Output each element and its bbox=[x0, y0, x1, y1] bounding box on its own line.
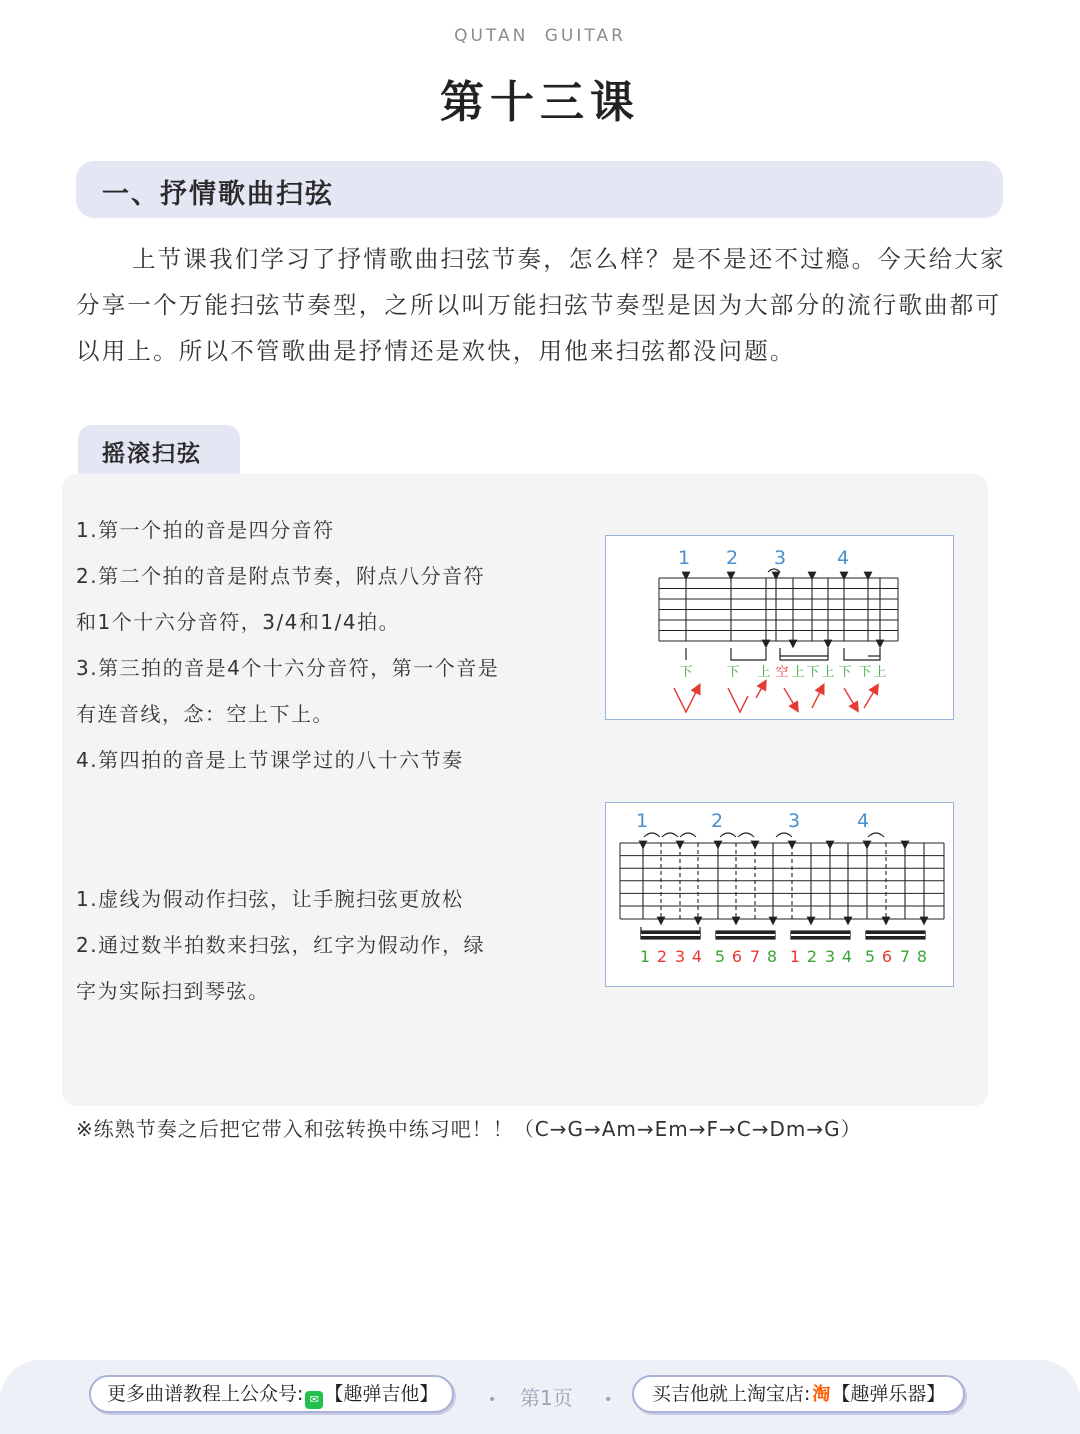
count-label: 4 bbox=[841, 947, 853, 966]
stroke-label: 上 bbox=[757, 665, 771, 680]
wechat-pill[interactable] bbox=[89, 1375, 454, 1413]
count-label: 1 bbox=[639, 947, 651, 966]
stroke-label: 空 bbox=[775, 665, 789, 680]
footer-bar bbox=[0, 1360, 1080, 1434]
lesson-title: 第十三课 bbox=[440, 77, 640, 128]
count-label: 3 bbox=[824, 947, 836, 966]
count-label: 5 bbox=[864, 947, 876, 966]
intro-paragraph: 上节课我们学习了抒情歌曲扫弦节奏，怎么样？是不是还不过瘾。今天给大家分享一个万能扫弦节奏型，之所以叫万能扫弦节奏型是因为大部分的流行歌曲都可以用上。所以不管歌曲是抒情还是欢快，用他来扫弦都没问题。 bbox=[76, 245, 1006, 365]
section-header bbox=[76, 161, 1003, 218]
taobao-pill-prefix: 买吉他就上淘宝店: bbox=[652, 1383, 811, 1405]
brand-label: QUTAN GUITAR bbox=[454, 26, 626, 46]
beat-label: 3 bbox=[787, 810, 801, 832]
count-label: 5 bbox=[714, 947, 726, 966]
count-label: 3 bbox=[674, 947, 686, 966]
count-numbers bbox=[640, 947, 927, 966]
note-line: 3.第三拍的音是4个十六分音符，第一个音是 bbox=[76, 656, 500, 680]
stroke-label: 上 bbox=[873, 665, 887, 680]
note-line: 有连音线，念：空上下上。 bbox=[76, 702, 334, 726]
wechat-pill-name: 【趣弹吉他】 bbox=[324, 1383, 439, 1405]
separator-dot: • bbox=[488, 1392, 497, 1408]
practice-tip: ※练熟节奏之后把它带入和弦转换中练习吧！！（C→G→Am→Em→F→C→Dm→G） bbox=[76, 1117, 862, 1141]
strum-diagram-rhythm-svg bbox=[606, 536, 953, 719]
stroke-label: 上 bbox=[821, 665, 835, 680]
taobao-icon: 淘 bbox=[812, 1384, 831, 1405]
note-line: 2.第二个拍的音是附点节奏，附点八分音符 bbox=[76, 564, 486, 588]
count-label: 8 bbox=[916, 947, 928, 966]
page-number: 第1页 bbox=[520, 1386, 573, 1410]
note-line: 2.通过数半拍数来扫弦，红字为假动作，绿 bbox=[76, 933, 486, 957]
stroke-label: 下 bbox=[726, 665, 740, 680]
rock-strum-tab-label: 摇滚扫弦 bbox=[102, 441, 202, 467]
beat-label: 4 bbox=[856, 810, 870, 832]
beat-label: 3 bbox=[773, 547, 787, 569]
rock-strum-tab bbox=[78, 425, 240, 480]
beat-label: 2 bbox=[710, 810, 724, 832]
wrist-motion-arrows bbox=[674, 684, 876, 712]
beat-label: 2 bbox=[725, 547, 739, 569]
taobao-pill[interactable] bbox=[632, 1375, 965, 1413]
stroke-label: 下 bbox=[838, 665, 852, 680]
separator-dot: • bbox=[604, 1392, 613, 1408]
taobao-pill-name: 【趣弹乐器】 bbox=[831, 1383, 946, 1405]
beat-label: 4 bbox=[836, 547, 850, 569]
beat-label: 1 bbox=[635, 810, 649, 832]
wechat-icon: ✉ bbox=[305, 1391, 323, 1409]
count-label: 6 bbox=[881, 947, 893, 966]
count-label: 1 bbox=[789, 947, 801, 966]
beat-label: 1 bbox=[677, 547, 691, 569]
stroke-label: 下 bbox=[806, 665, 820, 680]
stroke-label: 下 bbox=[679, 665, 693, 680]
stroke-label: 上 bbox=[791, 665, 805, 680]
note-line: 1.第一个拍的音是四分音符 bbox=[76, 518, 335, 542]
strum-diagram-rhythm bbox=[605, 535, 954, 720]
note-line: 1.虚线为假动作扫弦，让手腕扫弦更放松 bbox=[76, 887, 464, 911]
count-label: 6 bbox=[731, 947, 743, 966]
count-label: 7 bbox=[749, 947, 761, 966]
note-line: 字为实际扫到琴弦。 bbox=[76, 979, 270, 1003]
strum-diagram-counting-svg bbox=[606, 803, 953, 986]
count-label: 4 bbox=[691, 947, 703, 966]
strum-diagram-counting bbox=[605, 802, 954, 987]
count-label: 2 bbox=[656, 947, 668, 966]
count-label: 2 bbox=[806, 947, 818, 966]
note-line: 4.第四拍的音是上节课学过的八十六节奏 bbox=[76, 748, 464, 772]
wechat-pill-prefix: 更多曲谱教程上公众号: bbox=[107, 1383, 304, 1405]
section-title: 一、抒情歌曲扫弦 bbox=[102, 179, 334, 210]
count-label: 7 bbox=[899, 947, 911, 966]
string-grid bbox=[659, 578, 898, 641]
count-label: 8 bbox=[766, 947, 778, 966]
stroke-label: 下 bbox=[858, 665, 872, 680]
note-line: 和1个十六分音符，3/4和1/4拍。 bbox=[76, 610, 401, 634]
